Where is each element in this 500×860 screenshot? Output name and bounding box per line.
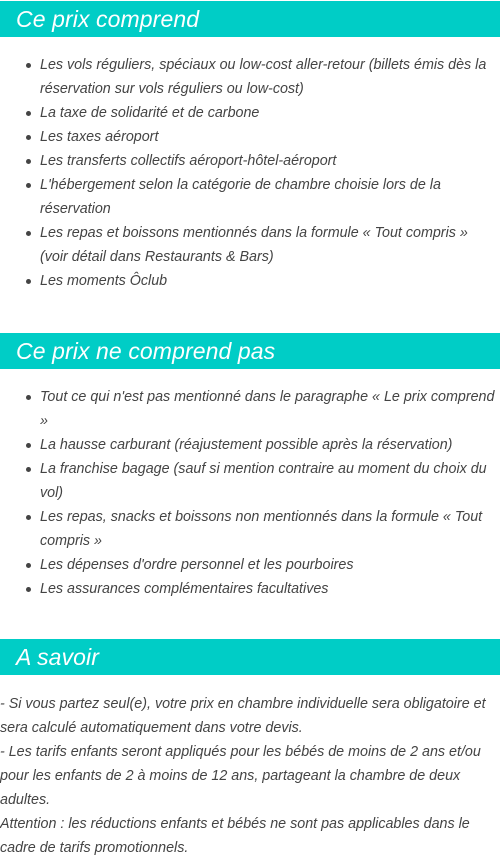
section-header-price-includes [0, 1, 500, 37]
bullet-icon [26, 159, 31, 164]
list-item-text: La franchise bagage (sauf si mention contraire au moment du choix du vol) [40, 461, 487, 501]
list-item-text: La taxe de solidarité et de carbone [40, 105, 260, 121]
list-item-text: Les repas, snacks et boissons non mentionnés dans la formule « Tout compris » [40, 509, 483, 549]
bullet-icon [26, 183, 31, 188]
section-title: Ce prix comprend [16, 6, 200, 32]
bullet-icon [26, 231, 31, 236]
list-item [40, 433, 500, 457]
list-item-text: Les moments Ôclub [40, 273, 168, 289]
list-item-text: La hausse carburant (réajustement possible après la réservation) [40, 437, 453, 453]
list-item-text: Les transferts collectifs aéroport-hôtel-aéroport [40, 153, 337, 169]
good-to-know-text [0, 692, 500, 860]
list-item-text: Les vols réguliers, spéciaux ou low-cost aller-retour (billets émis dès la réservation sur vols réguliers ou low-cost) [40, 57, 487, 97]
info-paragraph: - Les tarifs enfants seront appliqués pour les bébés de moins de 2 ans et/ou pour les enfants de 2 à moins de 12 ans, partageant la chambre de deux adultes. [0, 744, 481, 808]
bullet-icon [26, 563, 31, 568]
list-item-text: Les taxes aéroport [40, 129, 159, 145]
bullet-icon [26, 587, 31, 592]
section-header-good-to-know [0, 639, 500, 675]
bullet-icon [26, 135, 31, 140]
bullet-icon [26, 467, 31, 472]
list-item [40, 553, 500, 577]
list-item [40, 577, 500, 601]
list-item [40, 221, 500, 269]
price-excludes-list [0, 385, 500, 601]
bullet-icon [26, 443, 31, 448]
list-item-text: Tout ce qui n'est pas mentionné dans le paragraphe « Le prix comprend » [40, 389, 495, 429]
bullet-icon [26, 515, 31, 520]
info-paragraph: - Si vous partez seul(e), votre prix en chambre individuelle sera obligatoire et sera calculé automatiquement dans votre devis. [0, 696, 486, 736]
list-item [40, 505, 500, 553]
section-title: Ce prix ne comprend pas [16, 338, 276, 364]
bullet-icon [26, 63, 31, 68]
bullet-icon [26, 395, 31, 400]
list-item [40, 149, 500, 173]
list-item [40, 269, 500, 293]
list-item [40, 101, 500, 125]
list-item-text: Les dépenses d'ordre personnel et les pourboires [40, 557, 354, 573]
list-item-text: Les repas et boissons mentionnés dans la formule « Tout compris » (voir détail dans Restaurants & Bars) [40, 225, 468, 265]
list-item-text: Les assurances complémentaires facultatives [40, 581, 329, 597]
bullet-icon [26, 111, 31, 116]
price-includes-list [0, 53, 500, 293]
list-item [40, 385, 500, 433]
info-paragraph: Attention : les réductions enfants et bébés ne sont pas applicables dans le cadre de tarifs promotionnels. [0, 816, 470, 856]
bullet-icon [26, 279, 31, 284]
list-item [40, 53, 500, 101]
section-title: A savoir [16, 644, 100, 670]
list-item [40, 125, 500, 149]
list-item [40, 173, 500, 221]
list-item-text: L'hébergement selon la catégorie de chambre choisie lors de la réservation [40, 177, 441, 217]
section-header-price-excludes [0, 333, 500, 369]
list-item [40, 457, 500, 505]
